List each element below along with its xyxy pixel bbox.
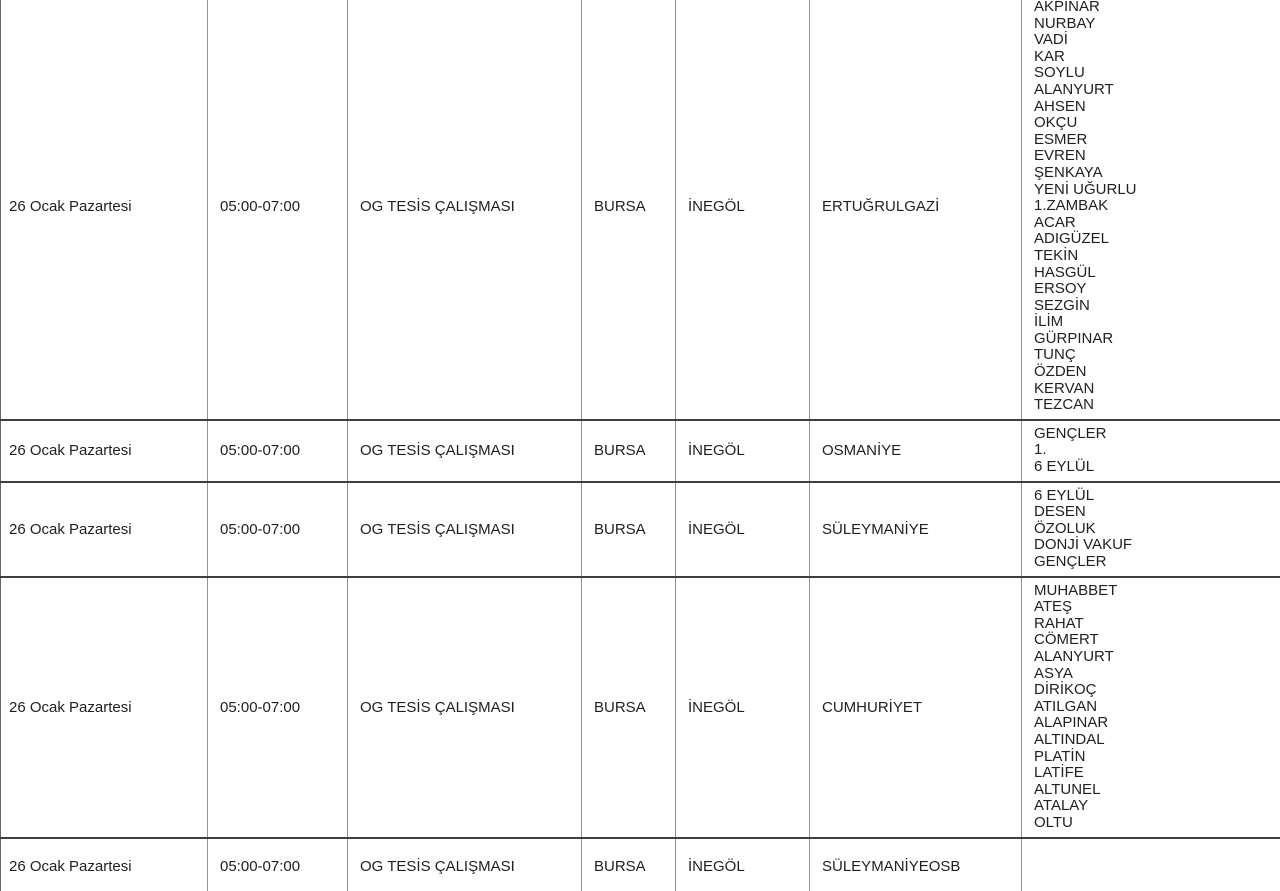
province-cell: BURSA: [581, 839, 675, 891]
time-cell: 05:00-07:00: [207, 483, 347, 576]
street-item: ATILGAN: [1034, 697, 1098, 715]
time-cell: 05:00-07:00: [207, 0, 347, 419]
street-item: TUNÇ: [1034, 346, 1076, 364]
neighborhood-cell: SÜLEYMANİYEOSB: [809, 839, 1021, 891]
streets-cell: [1021, 0, 1280, 419]
district-cell: İNEGÖL: [675, 483, 809, 576]
table-row: [0, 0, 1280, 421]
district-cell: İNEGÖL: [675, 421, 809, 481]
time-cell: 05:00-07:00: [207, 421, 347, 481]
street-item: ALTUNEL: [1034, 780, 1101, 798]
street-list: [1034, 583, 1117, 832]
work-type-cell: OG TESİS ÇALIŞMASI: [347, 421, 581, 481]
street-item: ERSOY: [1034, 280, 1087, 298]
table-row: [0, 578, 1280, 839]
province-cell: BURSA: [581, 421, 675, 481]
street-item: 6 EYLÜL: [1034, 458, 1095, 476]
date-cell: 26 Ocak Pazartesi: [0, 483, 207, 576]
street-item: ACAR: [1034, 213, 1076, 231]
street-item: GENÇLER: [1034, 553, 1107, 570]
street-item: ALANYURT: [1034, 80, 1114, 98]
street-item: HASGÜL: [1034, 263, 1096, 281]
street-item: ŞENKAYA: [1034, 163, 1103, 181]
time-cell: 05:00-07:00: [207, 839, 347, 891]
district-cell: İNEGÖL: [675, 578, 809, 837]
street-list: [1034, 0, 1137, 414]
street-item: İLİM: [1034, 313, 1064, 331]
street-item: SEZGİN: [1034, 296, 1090, 314]
street-item: ALAPINAR: [1034, 714, 1109, 732]
street-item: ADIGÜZEL: [1034, 230, 1110, 248]
street-item: TEKİN: [1034, 246, 1079, 264]
street-item: ATALAY: [1034, 797, 1089, 815]
streets-cell: [1021, 578, 1280, 837]
street-item: ASYA: [1034, 664, 1073, 682]
street-item: 1.: [1034, 441, 1047, 459]
street-item: EVREN: [1034, 147, 1086, 165]
street-item: ALANYURT: [1034, 647, 1114, 665]
street-item: 1.ZAMBAK: [1034, 197, 1109, 215]
street-item: DİRİKOÇ: [1034, 681, 1097, 699]
street-item: ESMER: [1034, 130, 1088, 148]
date-cell: 26 Ocak Pazartesi: [0, 421, 207, 481]
street-item: ÖZDEN: [1034, 363, 1087, 381]
neighborhood-cell: ERTUĞRULGAZİ: [809, 0, 1021, 419]
street-item: VADİ: [1034, 31, 1068, 49]
street-item: ÖZOLUK: [1034, 519, 1096, 537]
street-item: AHSEN: [1034, 97, 1086, 115]
date-cell: 26 Ocak Pazartesi: [0, 578, 207, 837]
street-item: DONJİ VAKUF: [1034, 536, 1133, 554]
street-item: LATİFE: [1034, 764, 1084, 782]
province-cell: BURSA: [581, 578, 675, 837]
street-item: KERVAN: [1034, 379, 1095, 397]
work-type-cell: OG TESİS ÇALIŞMASI: [347, 578, 581, 837]
street-item: RAHAT: [1034, 614, 1084, 632]
province-cell: BURSA: [581, 0, 675, 419]
work-type-cell: OG TESİS ÇALIŞMASI: [347, 483, 581, 576]
street-item: ATEŞ: [1034, 598, 1073, 616]
province-cell: BURSA: [581, 483, 675, 576]
street-item: CÖMERT: [1034, 631, 1099, 649]
table-row: [0, 839, 1280, 891]
street-item: YENİ UĞURLU: [1034, 180, 1137, 198]
street-item: GENÇLER: [1034, 424, 1107, 442]
street-item: AKPINAR: [1034, 0, 1100, 15]
table-row: [0, 421, 1280, 483]
date-cell: 26 Ocak Pazartesi: [0, 0, 207, 419]
streets-cell: [1021, 421, 1280, 481]
work-type-cell: OG TESİS ÇALIŞMASI: [347, 0, 581, 419]
date-cell: 26 Ocak Pazartesi: [0, 839, 207, 891]
street-item: SOYLU: [1034, 64, 1085, 82]
street-item: DESEN: [1034, 503, 1086, 521]
street-item: PLATİN: [1034, 747, 1086, 765]
district-cell: İNEGÖL: [675, 839, 809, 891]
work-type-cell: OG TESİS ÇALIŞMASI: [347, 839, 581, 891]
neighborhood-cell: OSMANİYE: [809, 421, 1021, 481]
streets-cell: [1021, 839, 1280, 891]
street-item: KAR: [1034, 47, 1065, 65]
street-item: 6 EYLÜL: [1034, 486, 1095, 504]
street-item: ALTINDAL: [1034, 730, 1105, 748]
streets-cell: [1021, 483, 1280, 576]
street-list: [1034, 426, 1107, 476]
table-row: [0, 483, 1280, 578]
street-list: [1034, 488, 1132, 571]
district-cell: İNEGÖL: [675, 0, 809, 419]
time-cell: 05:00-07:00: [207, 578, 347, 837]
street-item: OKÇU: [1034, 114, 1078, 132]
street-item: TEZCAN: [1034, 396, 1094, 414]
street-item: GÜRPINAR: [1034, 329, 1114, 347]
neighborhood-cell: CUMHURİYET: [809, 578, 1021, 837]
neighborhood-cell: SÜLEYMANİYE: [809, 483, 1021, 576]
street-item: MUHABBET: [1034, 581, 1118, 599]
street-item: OLTU: [1034, 813, 1073, 831]
street-item: NURBAY: [1034, 14, 1096, 32]
